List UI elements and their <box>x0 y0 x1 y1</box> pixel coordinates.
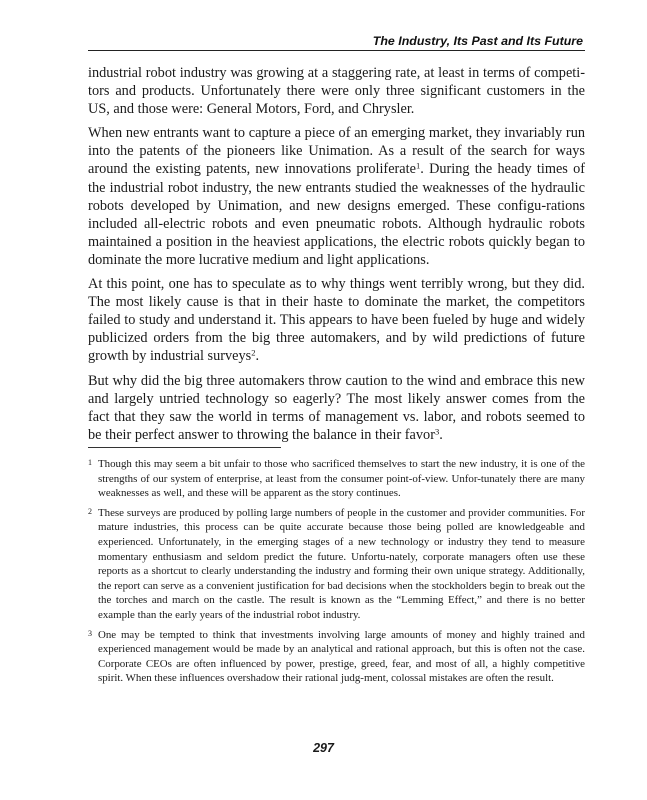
footnote-text: Though this may seem a bit unfair to those who sacrificed themselves to start the new industry, it is one of the strengths of our system of enterprise, at least from the consumer point-of-view. Unfor-tunately there are many weaknesses as well, and these will be apparent as the story continues. <box>98 458 585 500</box>
paragraph: At this point, one has to speculate as to why things went terribly wrong, but they did. The most likely cause is that in their haste to dominate the market, the competitors failed to study and understand it. This appears to have been fueled by huge and widely publicized orders from the big three automakers, and by wild predictions of future growth by industrial surveys$^2$. <box>88 276 585 365</box>
footnote <box>88 628 585 686</box>
footnote-number: 1 <box>88 458 92 467</box>
footnote-number: 2 <box>88 506 92 516</box>
footnote-text: These surveys are produced by polling large numbers of people in the customer and provider communities. For mature industries, this process can be quite accurate because those being polled are knowledgeable and experienced. Unfortunately, in the emerging stages of a new technology or industry they tend to measure momentary enthusiasm and seldom predict the future. Unfortu-nately, corporate managers often use these reports as a shortcut to clearly understanding the industry and forming their own unique strategy. Additionally, the report can serve as a convenient justification for bad decisions when the stockholders begin to break out the the torches and march on the castle. The result is known as the “Lemming Effect,” and there is no better example than the early years of the industrial robot industry. <box>98 506 585 621</box>
header-rule <box>88 50 585 51</box>
paragraph: But why did the big three automakers throw caution to the wind and embrace this new and largely untried technology so eagerly? The most likely answer comes from the fact that they saw the world in terms of management vs. labor, and robots seemed to be their perfect answer to throwing the balance in their favor$^3$. <box>88 372 585 443</box>
page-number: 297 <box>313 741 334 755</box>
body-text <box>88 64 585 450</box>
footnote-ref[interactable]: 2 <box>251 347 256 358</box>
footnote-rule <box>88 447 281 448</box>
running-head: The Industry, Its Past and Its Future <box>372 34 583 48</box>
paragraph: industrial robot industry was growing at a staggering rate, at least in terms of competi-tors and products. Unfortunately there were only three significant customers in the US, and those were: General Motors, Ford, and Chrysler. <box>88 65 585 118</box>
footnote-text: One may be tempted to think that investments involving large amounts of money and highly trained and experienced management would be made by an analytical and rational approach, but this is often not the case. Corporate CEOs are often influenced by power, prestige, greed, fear, and most of all, a highly competitive spirit. When these influences overshadow their rational judg-ment, colossal mistakes are often the result. <box>98 628 585 685</box>
footnotes <box>88 457 585 691</box>
footnote-ref[interactable]: 3 <box>434 426 440 437</box>
footnote-ref[interactable]: 1 <box>415 160 421 171</box>
footnote <box>88 506 585 623</box>
footnote <box>88 457 585 501</box>
paragraph: When new entrants want to capture a piece of an emerging market, they invariably run into the patents of the pioneers like Unimation. As a result of the search for ways around the existing patents, new innovations proliferate$^1$. During the heady times of the industrial robot industry, the new entrants studied the weaknesses of the hydraulic robots developed by Unimation, and new designs emerged. These configu-rations included all-electric robots and even pneumatic robots. Although hydraulic robots maintained a position in the heaviest applications, the electric robots quickly began to dominate the more lucrative medium and light applications. <box>88 125 585 268</box>
footnote-number: 3 <box>88 628 92 638</box>
